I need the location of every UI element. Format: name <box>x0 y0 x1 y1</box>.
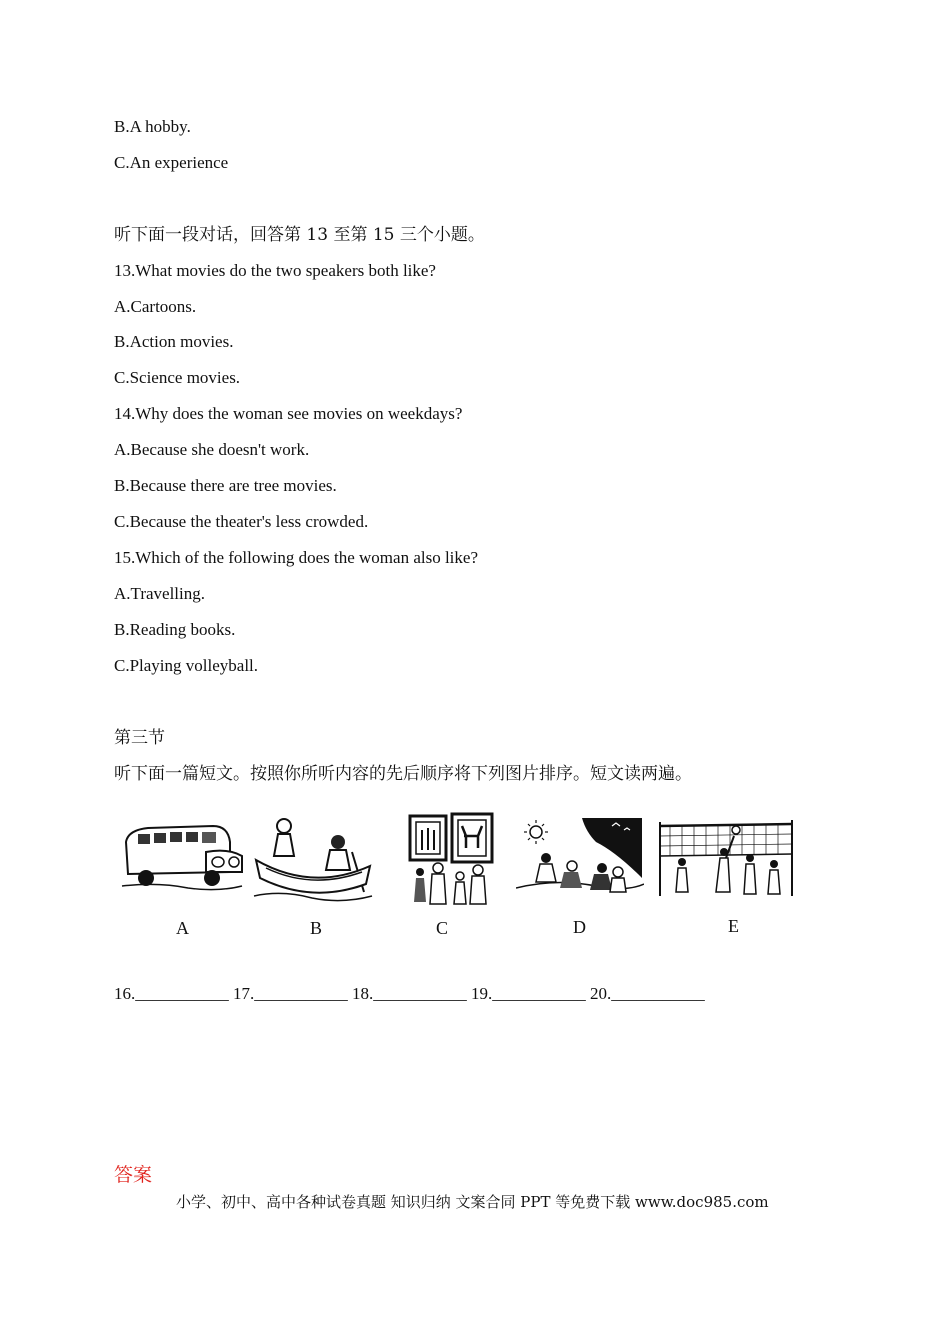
option-13c: C.Science movies. <box>114 368 241 387</box>
picture-label-d: D <box>573 917 586 937</box>
boat-picture <box>252 812 374 904</box>
picture-label-c: C <box>436 918 449 938</box>
option-13b: B.Action movies. <box>114 332 234 351</box>
volleyball-icon <box>656 812 796 902</box>
option-13a: A.Cartoons. <box>114 297 197 316</box>
option-15c: C.Playing volleyball. <box>114 656 259 675</box>
picture-label-e: E <box>728 916 739 936</box>
beach-icon <box>516 812 644 902</box>
question-13: 13.What movies do the two speakers both like? <box>114 261 436 280</box>
beach-picture <box>516 812 644 902</box>
option-12b: B.A hobby. <box>114 117 191 136</box>
option-15b: B.Reading books. <box>114 620 236 639</box>
option-14a: A.Because she doesn't work. <box>114 440 310 459</box>
section-heading: 第三节 <box>114 728 165 748</box>
boat-icon <box>252 812 374 904</box>
bus-icon <box>118 812 246 892</box>
question-15: 15.Which of the following does the woman also like? <box>114 548 478 567</box>
bus-picture <box>118 812 246 892</box>
option-14c: C.Because the theater's less crowded. <box>114 512 369 531</box>
question-14: 14.Why does the woman see movies on weekdays? <box>114 404 463 423</box>
gallery-picture <box>408 812 494 908</box>
gallery-icon <box>408 812 494 908</box>
option-15a: A.Travelling. <box>114 584 205 603</box>
passage-instruction: 听下面一篇短文。按照你所听内容的先后顺序将下列图片排序。短文读两遍。 <box>114 764 692 784</box>
picture-row <box>118 812 808 942</box>
dialogue-instruction: 听下面一段对话，回答第 13 至第 15 三个小题。 <box>114 225 485 245</box>
picture-label-a: A <box>176 918 189 938</box>
page-footer: 小学、初中、高中各种试卷真题 知识归纳 文案合同 PPT 等免费下载 www.doc985.com <box>176 1193 769 1211</box>
option-14b: B.Because there are tree movies. <box>114 476 337 495</box>
option-12c: C.An experience <box>114 153 229 172</box>
picture-label-b: B <box>310 918 323 938</box>
answer-heading: 答案 <box>114 1164 153 1186</box>
volleyball-picture <box>656 812 796 902</box>
answer-blanks: 16.___________ 17.___________ 18.___________ 19.___________ 20.___________ <box>114 984 705 1003</box>
